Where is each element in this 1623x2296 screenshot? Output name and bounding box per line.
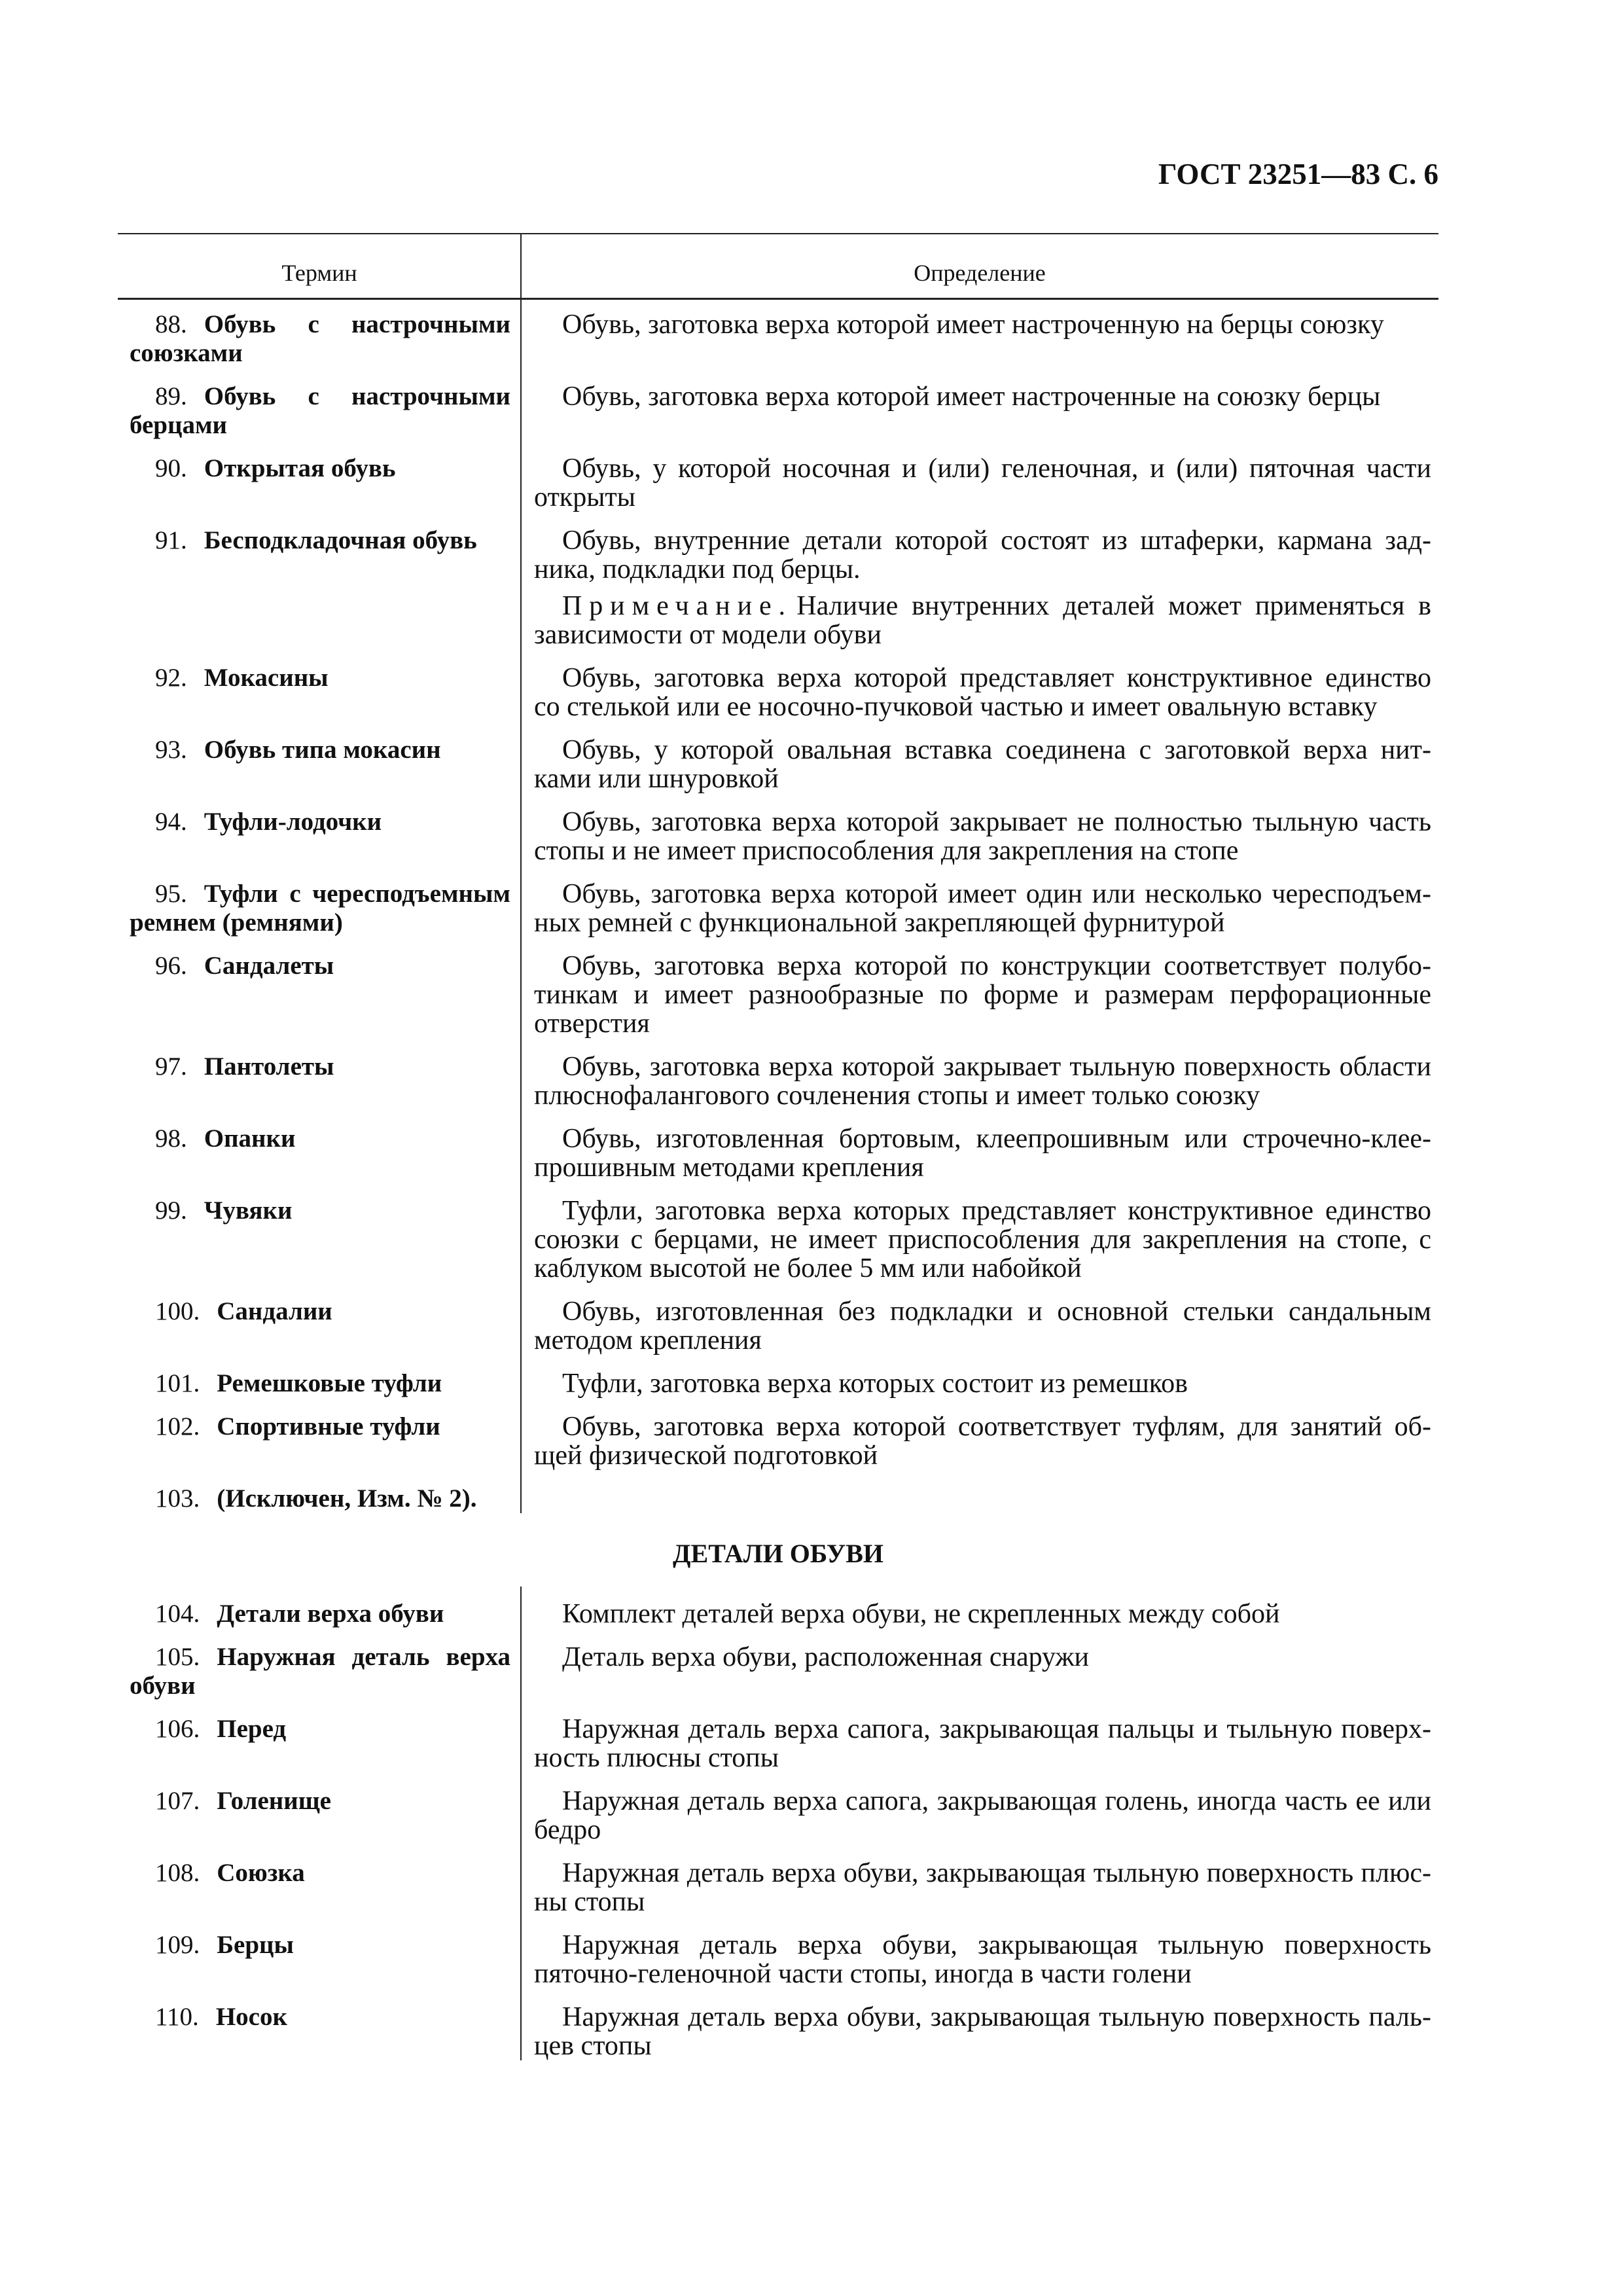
definition-line: Обувь, внутренние детали которой состоят из штаферки, кармана зад- <box>562 526 1431 556</box>
definition-line: ками или шнуровкой <box>534 764 779 794</box>
term-text: Открытая обувь <box>204 454 396 482</box>
column-header-definition: Определение <box>914 260 1046 286</box>
definition-line: Обувь, заготовка верха которой закрывает не полностью тыльную часть <box>562 807 1431 837</box>
term-line <box>130 664 510 692</box>
term-text: Наружная деталь верха <box>217 1643 510 1671</box>
term-text: Обувь с настрочными <box>204 310 510 338</box>
definition-cell <box>521 1052 1438 1110</box>
definition-cell <box>521 808 1438 865</box>
definition-cell <box>521 880 1438 937</box>
term-number: 97. <box>155 1052 187 1081</box>
definition-cell <box>521 1484 1438 1513</box>
definition-cell <box>521 1859 1438 1916</box>
definition-cell <box>521 1196 1438 1283</box>
term-text: Бесподкладочная обувь <box>204 526 477 554</box>
definition-line: Наружная деталь верха сапога, закрывающая пальцы и тыльную поверх- <box>562 1714 1431 1744</box>
term-row <box>118 664 1438 736</box>
term-cell <box>118 1931 521 1988</box>
definition-cell <box>521 454 1438 512</box>
term-cell <box>118 736 521 793</box>
term-text: ремнем (ремнями) <box>130 908 343 937</box>
definition-line: прошивным методами крепления <box>534 1153 924 1183</box>
term-number: 99. <box>155 1196 187 1225</box>
definition-line: Наружная деталь верха обуви, закрывающая тыльную поверхность паль- <box>562 2002 1431 2032</box>
definition-line: ны стопы <box>534 1887 645 1917</box>
definition-cell <box>521 1600 1438 1628</box>
term-cell <box>118 1715 521 1772</box>
definition-line: Туфли, заготовка верха которых состоит из ремешков <box>562 1369 1188 1399</box>
term-line <box>130 1715 510 1744</box>
term-number: 103. <box>155 1484 200 1513</box>
term-number: 88. <box>155 310 187 338</box>
term-text: Опанки <box>204 1124 296 1153</box>
term-text: Ремешковые туфли <box>217 1369 442 1397</box>
term-cell <box>118 808 521 865</box>
definition-line: со стелькой или ее носочно-пучковой частью и имеет овальную вставку <box>534 692 1378 722</box>
definition-line: ность плюсны стопы <box>534 1743 779 1773</box>
term-cell <box>118 310 521 368</box>
term-line <box>130 1672 510 1700</box>
term-number: 96. <box>155 952 187 980</box>
term-line <box>130 454 510 483</box>
note-text: Наличие внутренних деталей может применяться в <box>796 591 1431 621</box>
term-text: (Исключен, Изм. № 2). <box>217 1484 477 1513</box>
definition-line: ника, подкладки под берцы. <box>534 554 861 584</box>
term-text: обуви <box>130 1672 196 1700</box>
definition-line: Обувь, у которой носочная и (или) геленочная, и (или) пяточная части <box>562 454 1431 484</box>
definition-line: Наружная деталь верха обуви, закрывающая тыльную поверхность <box>562 1930 1431 1960</box>
term-line <box>130 1859 510 1888</box>
term-number: 110. <box>155 2003 199 2031</box>
term-text: берцами <box>130 411 227 439</box>
definition-line: Обувь, заготовка верха которой имеет один или несколько чересподъем- <box>562 879 1431 909</box>
term-cell <box>118 2003 521 2060</box>
definition-line: Наружная деталь верха сапога, закрывающая голень, иногда часть ее или <box>562 1786 1431 1816</box>
term-cell <box>118 1484 521 1513</box>
term-text: Чувяки <box>204 1196 293 1225</box>
term-row <box>118 808 1438 880</box>
term-row <box>118 1297 1438 1369</box>
term-text: Спортивные туфли <box>217 1412 440 1441</box>
term-line <box>130 339 510 368</box>
term-cell <box>118 1369 521 1398</box>
term-row <box>118 382 1438 454</box>
definition-cell <box>521 310 1438 368</box>
term-line <box>130 1297 510 1326</box>
term-number: 91. <box>155 526 187 554</box>
term-line <box>130 1412 510 1441</box>
term-text: Сандалеты <box>204 952 334 980</box>
definition-line: Комплект деталей верха обуви, не скрепленных между собой <box>562 1599 1280 1629</box>
note-block <box>534 592 1431 649</box>
term-text: Мокасины <box>204 664 329 692</box>
term-row <box>118 1715 1438 1787</box>
terms-table-footwear-parts <box>118 1587 1438 2060</box>
term-number: 94. <box>155 808 187 836</box>
term-cell <box>118 1600 521 1628</box>
term-number: 89. <box>155 382 187 410</box>
definition-cell <box>521 1412 1438 1470</box>
note-line <box>534 620 1431 649</box>
definition-line: ных ремней с функциональной закрепляющей фурнитурой <box>534 908 1225 938</box>
term-line <box>130 2003 510 2032</box>
term-cell <box>118 1412 521 1470</box>
definition-line: Обувь, у которой овальная вставка соединена с заготовкой верха нит- <box>562 735 1431 765</box>
term-number: 106. <box>155 1715 200 1743</box>
term-text: Сандалии <box>217 1297 332 1325</box>
term-line <box>130 808 510 836</box>
table-body <box>118 1600 1438 2060</box>
term-line <box>130 952 510 980</box>
terms-table-footwear-types <box>118 233 1438 1513</box>
term-row <box>118 1124 1438 1196</box>
note-text: зависимости от модели обуви <box>534 620 882 650</box>
term-line <box>130 382 510 411</box>
term-row <box>118 880 1438 952</box>
term-row <box>118 736 1438 808</box>
term-cell <box>118 1196 521 1283</box>
term-number: 101. <box>155 1369 200 1397</box>
definition-line: Обувь, заготовка верха которой имеет настроченную на берцы союзку <box>562 310 1384 340</box>
term-line <box>130 1484 510 1513</box>
definition-line: тинкам и имеет разнообразные по форме и размерам перфорационные <box>534 980 1431 1010</box>
term-line <box>130 1196 510 1225</box>
term-cell <box>118 880 521 937</box>
definition-cell <box>521 1931 1438 1988</box>
term-number: 92. <box>155 664 187 692</box>
term-text: Обувь с настрочными <box>204 382 510 410</box>
term-text: Носок <box>215 2003 287 2031</box>
term-number: 100. <box>155 1297 200 1325</box>
definition-line: Обувь, заготовка верха которой представляет конструктивное единство <box>562 663 1431 693</box>
term-line <box>130 1369 510 1398</box>
definition-cell <box>521 736 1438 793</box>
definition-line: Обувь, заготовка верха которой закрывает тыльную поверхность области <box>562 1052 1431 1082</box>
definition-line: плюснофалангового сочленения стопы и имеет только союзку <box>534 1081 1260 1111</box>
term-text: Союзка <box>217 1859 305 1887</box>
definition-cell <box>521 1643 1438 1700</box>
term-cell <box>118 526 521 649</box>
term-row <box>118 952 1438 1052</box>
term-text: Берцы <box>217 1931 294 1959</box>
term-text: Голенище <box>217 1787 331 1815</box>
term-row <box>118 1600 1438 1643</box>
definition-line: пяточно-геленочной части стопы, иногда в части голени <box>534 1959 1192 1989</box>
definition-line: открыты <box>534 482 635 512</box>
table-header-row <box>118 233 1438 300</box>
term-line <box>130 1643 510 1672</box>
table-body <box>118 300 1438 1513</box>
note-line <box>534 592 1431 620</box>
definition-cell <box>521 1124 1438 1182</box>
term-row <box>118 1196 1438 1297</box>
term-cell <box>118 1643 521 1700</box>
definition-line: Обувь, изготовленная без подкладки и основной стельки сандальным <box>562 1297 1431 1327</box>
term-number: 107. <box>155 1787 200 1815</box>
term-text: Обувь типа мокасин <box>204 736 441 764</box>
term-line <box>130 1787 510 1816</box>
term-number: 104. <box>155 1600 200 1628</box>
term-line <box>130 736 510 764</box>
term-text: Туфли с чересподъемным <box>204 880 510 908</box>
definition-line: щей физической подготовкой <box>534 1441 878 1471</box>
term-row <box>118 1787 1438 1859</box>
definition-line: Туфли, заготовка верха которых представляет конструктивное единство <box>562 1196 1431 1226</box>
definition-cell <box>521 382 1438 440</box>
term-row <box>118 1643 1438 1715</box>
definition-line: Обувь, изготовленная бортовым, клеепрошивным или строчечно-клее- <box>562 1124 1431 1154</box>
term-row <box>118 1931 1438 2003</box>
term-number: 98. <box>155 1124 187 1153</box>
definition-cell <box>521 2003 1438 2060</box>
term-line <box>130 1052 510 1081</box>
page-header-doc-id: ГОСТ 23251—83 С. 6 <box>1158 158 1438 190</box>
term-cell <box>118 664 521 721</box>
definition-cell <box>521 1297 1438 1355</box>
term-number: 102. <box>155 1412 200 1441</box>
term-row <box>118 2003 1438 2060</box>
term-number: 93. <box>155 736 187 764</box>
term-number: 90. <box>155 454 187 482</box>
term-row <box>118 454 1438 526</box>
term-number: 109. <box>155 1931 200 1959</box>
term-text: Пантолеты <box>204 1052 334 1081</box>
definition-line: Обувь, заготовка верха которой по конструкции соответствует полубо- <box>562 951 1431 981</box>
term-text: Детали верха обуви <box>217 1600 444 1628</box>
definition-line: цев стопы <box>534 2031 652 2061</box>
term-line <box>130 310 510 339</box>
term-cell <box>118 1859 521 1916</box>
column-header-term: Термин <box>281 260 357 286</box>
definition-cell <box>521 1715 1438 1772</box>
term-number: 108. <box>155 1859 200 1887</box>
definition-line: Деталь верха обуви, расположенная снаружи <box>562 1642 1089 1672</box>
definition-line: Обувь, заготовка верха которой соответствует туфлям, для занятий об- <box>562 1412 1431 1442</box>
term-line <box>130 1600 510 1628</box>
definition-line: бедро <box>534 1815 601 1845</box>
definition-line: каблуком высотой не более 5 мм или набойкой <box>534 1253 1082 1283</box>
definition-line: союзки с берцами, не имеет приспособления для закрепления на стопе, с <box>534 1225 1431 1255</box>
term-row <box>118 1412 1438 1484</box>
term-cell <box>118 1787 521 1844</box>
term-line <box>130 1931 510 1960</box>
term-row <box>118 1859 1438 1931</box>
term-cell <box>118 382 521 440</box>
definition-cell <box>521 526 1438 649</box>
term-line <box>130 908 510 937</box>
term-row <box>118 1052 1438 1124</box>
term-row <box>118 526 1438 664</box>
term-text: Перед <box>217 1715 287 1743</box>
term-row <box>118 310 1438 382</box>
definition-line: Обувь, заготовка верха которой имеет настроченные на союзку берцы <box>562 382 1381 412</box>
term-text: Туфли-лодочки <box>204 808 382 836</box>
term-cell <box>118 952 521 1038</box>
term-text: союзками <box>130 339 243 367</box>
term-line <box>130 526 510 555</box>
term-number: 105. <box>155 1643 200 1671</box>
term-row <box>118 1369 1438 1412</box>
term-cell <box>118 1052 521 1110</box>
term-number: 95. <box>155 880 187 908</box>
term-cell <box>118 454 521 512</box>
section-title: ДЕТАЛИ ОБУВИ <box>673 1539 883 1568</box>
term-line <box>130 880 510 908</box>
definition-line: Наружная деталь верха обуви, закрывающая тыльную поверхность плюс- <box>562 1858 1431 1888</box>
definition-cell <box>521 1787 1438 1844</box>
definition-line: методом крепления <box>534 1325 762 1355</box>
definition-line: отверстия <box>534 1009 650 1039</box>
term-line <box>130 1124 510 1153</box>
term-cell <box>118 1124 521 1182</box>
definition-cell <box>521 1369 1438 1398</box>
note-label: Примечание. <box>562 591 793 621</box>
term-cell <box>118 1297 521 1355</box>
definition-line: стопы и не имеет приспособления для закрепления на стопе <box>534 836 1239 866</box>
definition-cell <box>521 952 1438 1038</box>
term-row <box>118 1484 1438 1513</box>
definition-cell <box>521 664 1438 721</box>
term-line <box>130 411 510 440</box>
